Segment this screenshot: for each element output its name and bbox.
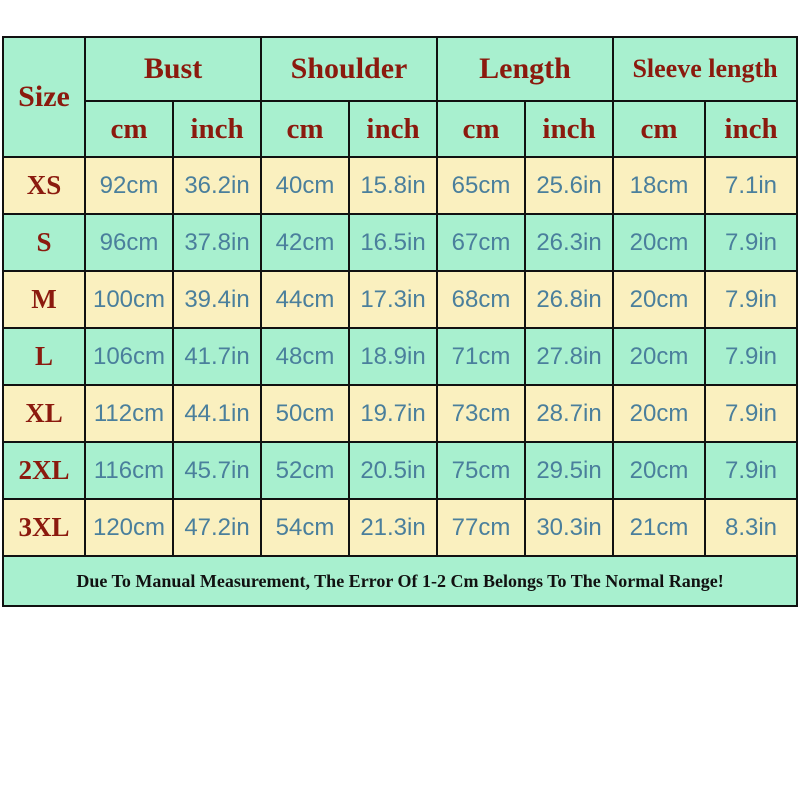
cell-length-inch: 26.8in bbox=[525, 271, 613, 328]
header-group-bust: Bust bbox=[85, 37, 261, 101]
cell-shoulder-cm: 44cm bbox=[261, 271, 349, 328]
cell-shoulder-cm: 48cm bbox=[261, 328, 349, 385]
table-row bbox=[3, 442, 797, 499]
cell-sleeve-cm: 20cm bbox=[613, 328, 705, 385]
header-group-sleeve-length: Sleeve length bbox=[613, 37, 797, 101]
cell-sleeve-cm: 21cm bbox=[613, 499, 705, 556]
table-header-row bbox=[3, 37, 797, 101]
cell-sleeve-cm: 20cm bbox=[613, 442, 705, 499]
cell-length-inch: 28.7in bbox=[525, 385, 613, 442]
cell-bust-inch: 37.8in bbox=[173, 214, 261, 271]
cell-length-inch: 26.3in bbox=[525, 214, 613, 271]
cell-sleeve-cm: 20cm bbox=[613, 385, 705, 442]
cell-length-cm: 77cm bbox=[437, 499, 525, 556]
cell-shoulder-inch: 17.3in bbox=[349, 271, 437, 328]
cell-bust-cm: 100cm bbox=[85, 271, 173, 328]
table-row bbox=[3, 328, 797, 385]
unit-bust-inch: inch bbox=[173, 101, 261, 157]
cell-sleeve-inch: 7.9in bbox=[705, 214, 797, 271]
cell-shoulder-inch: 18.9in bbox=[349, 328, 437, 385]
cell-shoulder-inch: 15.8in bbox=[349, 157, 437, 214]
cell-sleeve-inch: 7.9in bbox=[705, 328, 797, 385]
cell-sleeve-cm: 20cm bbox=[613, 214, 705, 271]
cell-length-inch: 25.6in bbox=[525, 157, 613, 214]
header-group-shoulder: Shoulder bbox=[261, 37, 437, 101]
unit-shoulder-inch: inch bbox=[349, 101, 437, 157]
cell-bust-inch: 36.2in bbox=[173, 157, 261, 214]
cell-shoulder-inch: 16.5in bbox=[349, 214, 437, 271]
cell-length-cm: 68cm bbox=[437, 271, 525, 328]
unit-length-cm: cm bbox=[437, 101, 525, 157]
size-chart-table bbox=[2, 36, 798, 607]
cell-shoulder-inch: 19.7in bbox=[349, 385, 437, 442]
size-label: XS bbox=[3, 157, 85, 214]
cell-bust-inch: 41.7in bbox=[173, 328, 261, 385]
cell-shoulder-cm: 50cm bbox=[261, 385, 349, 442]
cell-bust-inch: 47.2in bbox=[173, 499, 261, 556]
table-row bbox=[3, 157, 797, 214]
cell-sleeve-inch: 7.9in bbox=[705, 271, 797, 328]
header-group-length: Length bbox=[437, 37, 613, 101]
size-label: L bbox=[3, 328, 85, 385]
cell-bust-cm: 96cm bbox=[85, 214, 173, 271]
size-label: XL bbox=[3, 385, 85, 442]
unit-sleeve-cm: cm bbox=[613, 101, 705, 157]
cell-bust-cm: 106cm bbox=[85, 328, 173, 385]
cell-length-inch: 29.5in bbox=[525, 442, 613, 499]
cell-sleeve-inch: 7.9in bbox=[705, 385, 797, 442]
table-unit-row bbox=[3, 101, 797, 157]
cell-length-cm: 73cm bbox=[437, 385, 525, 442]
cell-length-inch: 30.3in bbox=[525, 499, 613, 556]
table-row bbox=[3, 271, 797, 328]
size-label: 2XL bbox=[3, 442, 85, 499]
table-row bbox=[3, 385, 797, 442]
cell-length-cm: 65cm bbox=[437, 157, 525, 214]
cell-shoulder-cm: 42cm bbox=[261, 214, 349, 271]
cell-shoulder-cm: 52cm bbox=[261, 442, 349, 499]
header-size: Size bbox=[3, 37, 85, 157]
cell-bust-cm: 120cm bbox=[85, 499, 173, 556]
cell-bust-inch: 39.4in bbox=[173, 271, 261, 328]
measurement-note-row bbox=[3, 556, 797, 606]
unit-sleeve-inch: inch bbox=[705, 101, 797, 157]
cell-bust-cm: 116cm bbox=[85, 442, 173, 499]
cell-shoulder-cm: 40cm bbox=[261, 157, 349, 214]
unit-bust-cm: cm bbox=[85, 101, 173, 157]
cell-bust-cm: 112cm bbox=[85, 385, 173, 442]
table-row bbox=[3, 214, 797, 271]
cell-length-cm: 67cm bbox=[437, 214, 525, 271]
cell-shoulder-inch: 21.3in bbox=[349, 499, 437, 556]
cell-sleeve-cm: 20cm bbox=[613, 271, 705, 328]
cell-sleeve-inch: 7.1in bbox=[705, 157, 797, 214]
cell-bust-cm: 92cm bbox=[85, 157, 173, 214]
unit-shoulder-cm: cm bbox=[261, 101, 349, 157]
table-row bbox=[3, 499, 797, 556]
measurement-note: Due To Manual Measurement, The Error Of 1-2 Cm Belongs To The Normal Range! bbox=[3, 556, 797, 606]
cell-shoulder-inch: 20.5in bbox=[349, 442, 437, 499]
cell-shoulder-cm: 54cm bbox=[261, 499, 349, 556]
size-label: M bbox=[3, 271, 85, 328]
cell-sleeve-inch: 7.9in bbox=[705, 442, 797, 499]
size-label: 3XL bbox=[3, 499, 85, 556]
size-label: S bbox=[3, 214, 85, 271]
cell-length-inch: 27.8in bbox=[525, 328, 613, 385]
cell-length-cm: 71cm bbox=[437, 328, 525, 385]
cell-sleeve-inch: 8.3in bbox=[705, 499, 797, 556]
size-chart-container bbox=[0, 36, 800, 607]
cell-length-cm: 75cm bbox=[437, 442, 525, 499]
cell-sleeve-cm: 18cm bbox=[613, 157, 705, 214]
cell-bust-inch: 44.1in bbox=[173, 385, 261, 442]
unit-length-inch: inch bbox=[525, 101, 613, 157]
cell-bust-inch: 45.7in bbox=[173, 442, 261, 499]
